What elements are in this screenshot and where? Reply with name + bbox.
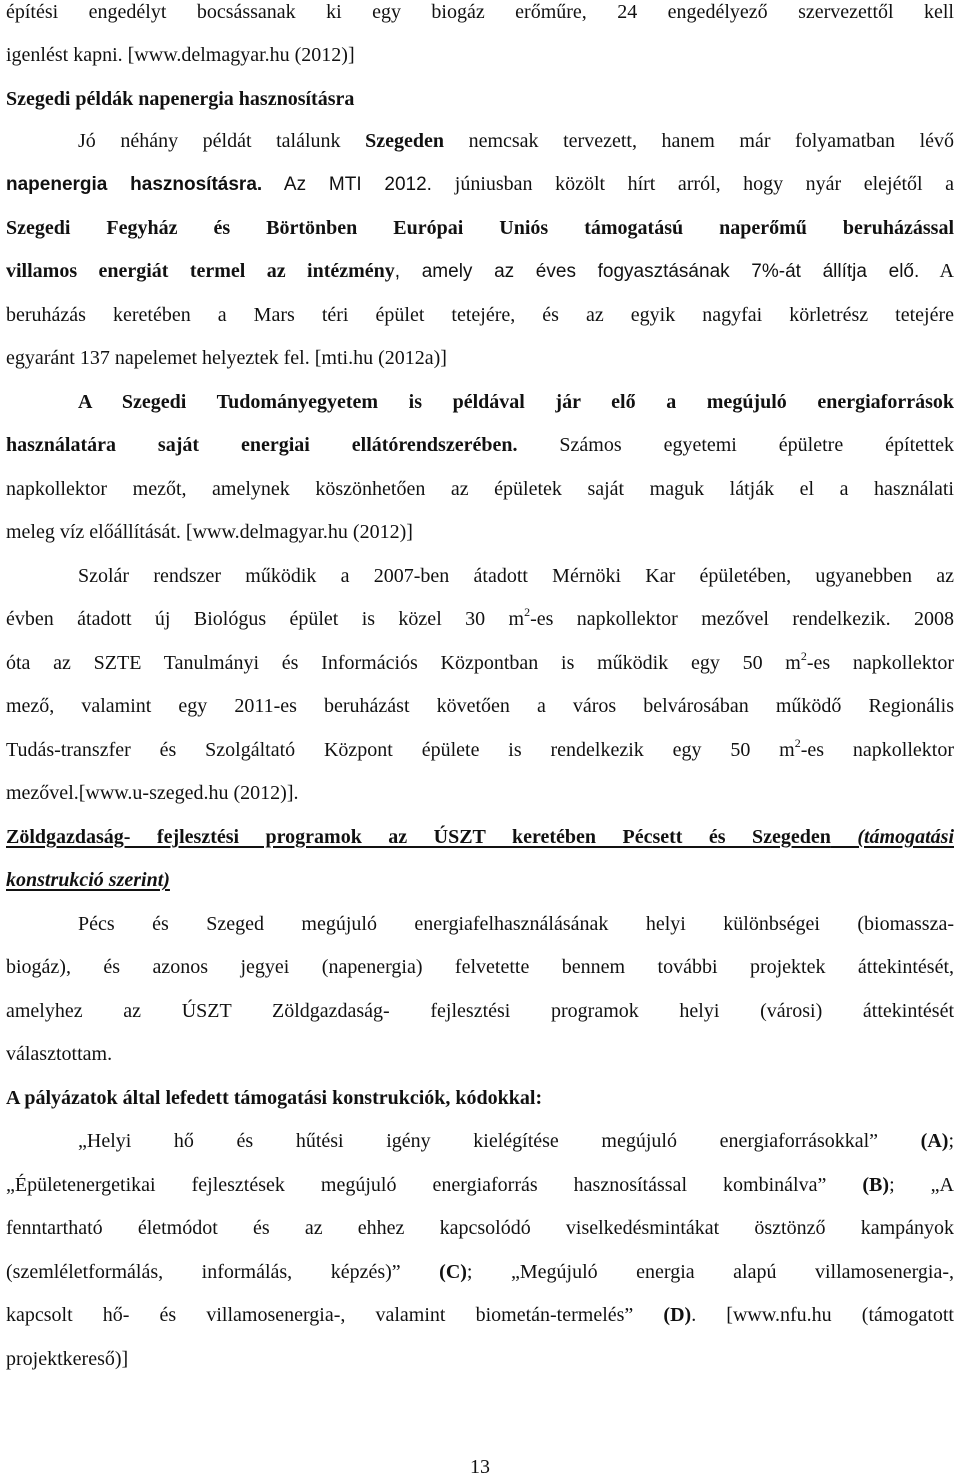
- paragraph-line: kapcsolt hő- és villamosenergia-, valamint biometán-termelés” (D). [www.nfu.hu (támogatott: [6, 1304, 954, 1326]
- paragraph-line: „Helyi hő és hűtési igény kielégítése megújuló energiaforrásokkal” (A);: [78, 1130, 954, 1152]
- section-heading: konstrukció szerint): [6, 869, 170, 891]
- section-heading: A pályázatok által lefedett támogatási konstrukciók, kódokkal:: [6, 1087, 543, 1109]
- paragraph-line: választottam.: [6, 1043, 113, 1065]
- paragraph-line: A Szegedi Tudományegyetem is példával jár elő a megújuló energiaforrások: [78, 391, 954, 413]
- paragraph-line: villamos energiát termel az intézmény, amely az éves fogyasztásának 7%-át állítja elő. A: [6, 260, 954, 282]
- paragraph-line: projektkereső)]: [6, 1348, 129, 1370]
- paragraph-line: évben átadott új Biológus épület is közel 30 $m^2-es$ napkollektor mezővel rendelkezik. 2008: [6, 605, 954, 630]
- paragraph-line: Pécs és Szeged megújuló energiafelhasználásának helyi különbségei (biomassza-: [78, 913, 954, 935]
- page-number: 13: [470, 1456, 490, 1478]
- paragraph-line: beruházás keretében a Mars téri épület tetejére, és az egyik nagyfai körletrész tetejére: [6, 304, 954, 326]
- paragraph-line: napenergia hasznosításra. Az MTI 2012. júniusban közölt hírt arról, hogy nyár elejétől a: [6, 173, 954, 195]
- paragraph-line: egyaránt 137 napelemet helyeztek fel. [mti.hu (2012a)]: [6, 347, 447, 369]
- paragraph-line: (szemléletformálás, informálás, képzés)” (C); „Megújuló energia alapú villamosenergia-,: [6, 1261, 954, 1283]
- paragraph-line: Szolár rendszer működik a 2007-ben átadott Mérnöki Kar épületében, ugyanebben az: [78, 565, 954, 587]
- paragraph-line: igenlést kapni. [www.delmagyar.hu (2012)]: [6, 44, 355, 66]
- paragraph-line: építési engedélyt bocsássanak ki egy biogáz erőműre, 24 engedélyező szervezettől kell: [6, 1, 954, 23]
- paragraph-line: napkollektor mezőt, amelynek köszönhetően az épületek saját maguk látják el a használati: [6, 478, 954, 500]
- paragraph-line: mezővel.[www.u-szeged.hu (2012)].: [6, 782, 299, 804]
- paragraph-line: biogáz), és azonos jegyei (napenergia) felvetette bennem további projektek áttekintését,: [6, 956, 954, 978]
- paragraph-line: fenntartható életmódot és az ehhez kapcsolódó viselkedésmintákat ösztönző kampányok: [6, 1217, 954, 1239]
- paragraph-line: mező, valamint egy 2011-es beruházást követően a város belvárosában működő Regionális: [6, 695, 954, 717]
- paragraph-line: „Épületenergetikai fejlesztések megújuló energiaforrás hasznosítással kombinálva” (B); „A: [6, 1174, 954, 1196]
- section-heading: Szegedi példák napenergia hasznosításra: [6, 88, 355, 110]
- paragraph-line: óta az SZTE Tanulmányi és Információs Központban is működik egy 50 $m^2-es$ napkollektor: [6, 649, 954, 674]
- section-heading: Zöldgazdaság- fejlesztési programok az ÚSZT keretében Pécsett és Szegeden (támogatási: [6, 826, 954, 848]
- paragraph-line: amelyhez az ÚSZT Zöldgazdaság- fejlesztési programok helyi (városi) áttekintését: [6, 1000, 954, 1022]
- paragraph-line: Jó néhány példát találunk Szegeden nemcsak tervezett, hanem már folyamatban lévő: [78, 130, 954, 152]
- paragraph-line: használatára saját energiai ellátórendszerében. Számos egyetemi épületre építettek: [6, 434, 954, 456]
- paragraph-line: meleg víz előállítását. [www.delmagyar.hu (2012)]: [6, 521, 413, 543]
- paragraph-line: Szegedi Fegyház és Börtönben Európai Uniós támogatású naperőmű beruházással: [6, 217, 954, 239]
- paragraph-line: Tudás-transzfer és Szolgáltató Központ épülete is rendelkezik egy 50 $m^2-es$ napkollektor: [6, 736, 954, 761]
